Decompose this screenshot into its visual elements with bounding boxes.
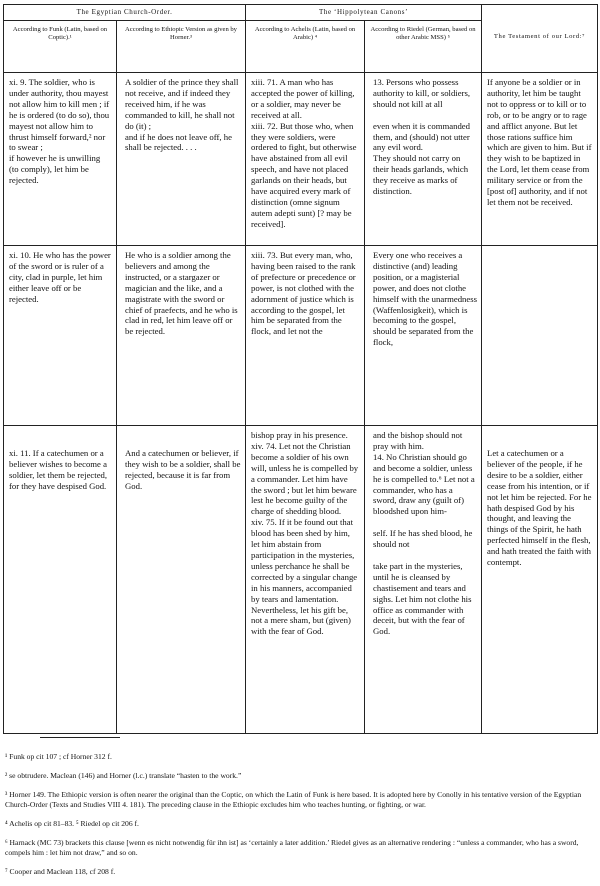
footnote: ⁴ Achelis op cit 81–83. ⁵ Riedel op cit 206 f.	[5, 818, 139, 828]
cell-testament: Let a catechumen or a believer of the people, if he desire to be a soldier, either cease from his intention, or if not let him be rejected. For he hath despised God by his thought, and leaving the things of the Spirit, he hath perfected himself in the flesh, and hath treated the faith with contempt.	[487, 448, 592, 568]
column-header-testament: The Testament of our Lord:⁷	[482, 5, 598, 73]
footnote: ¹ Funk op cit 107 ; cf Horner 312 f.	[5, 751, 112, 761]
footnote: ⁷ Cooper and Maclean 118, cf 208 f.	[5, 866, 116, 876]
column-header-achelis: According to Achelis (Latin, based on Arabic) ⁴	[246, 21, 365, 73]
cell-funk: xi. 10. He who has the power of the sword or is ruler of a city, clad in purple, let him either leave off or be rejected.	[9, 250, 111, 304]
cell-testament	[482, 246, 597, 250]
cell-achelis: xiii. 73. But every man, who, having been raised to the rank of prefecture or precedence or power, is not clothed with the adornment of justice which is according to the gospel, let him be separated from the flock, and let not the	[251, 250, 356, 337]
cell-funk: xi. 9. The soldier, who is under authority, thou mayest not allow him to kill men ; if he is ordered (to do so), thou mayest not allow him to thrust himself forward,² nor to swear ; if however he is unwilling (to comply), let him be rejected.	[9, 77, 110, 186]
comparison-table	[3, 4, 598, 734]
cell-ethiopic: And a catechumen or believer, if they wish to be a soldier, shall be rejected, because it is far from God.	[125, 448, 241, 491]
footnotes	[5, 742, 597, 886]
group-header-egyptian: The Egyptian Church-Order.	[4, 5, 246, 21]
table-row	[4, 73, 598, 246]
cell-funk: xi. 11. If a catechumen or a believer wishes to become a soldier, let them be rejected, for they have despised God.	[9, 448, 108, 491]
footnote: ⁶ Harnack (MC 73) brackets this clause [wenn es nicht notwendig für ihn ist] as ‘certainly a later addition.’ Riedel gives as an alternative rendering : “unless a commander, who has a sword, compels him : let him not draw,” and so on.	[5, 837, 579, 857]
group-header-hippolytean: The ‘Hippolytean Canons’	[246, 5, 482, 21]
cell-achelis: bishop pray in his presence. xiv. 74. Let not the Christian become a soldier of his own will, unless he is compelled by a commander. Let him have the sword ; but let him beware lest he become guilty of the charge of shedding blood. xiv. 75. If it be found out that blood has been shed by him, let him abstain from participation in the mysteries, unless perchance he shall be corrected by a singular change in his manners, accompanied by tears and lamentation. Nevertheless, let his gift be, not a mere sham, but (given) with the fear of God.	[251, 430, 359, 637]
cell-riedel: Every one who receives a distinctive (and) leading position, or a magisterial power, and does not clothe himself with the unarmedness (Waffenlosigkeit), which is becoming to the gospel, should be separated from the flock,	[373, 250, 478, 348]
group-header-row	[4, 5, 598, 21]
table-row	[4, 246, 598, 426]
column-header-funk: According to Funk (Latin, based on Coptic).¹	[4, 21, 117, 73]
cell-achelis: xiii. 71. A man who has accepted the power of killing, or a soldier, may never be received at all. xiii. 72. But those who, when they were soldiers, were ordered to fight, but otherwise have abstained from all evil speech, and have not placed garlands on their heads, but have acquired every mark of distinction (omne signum autem adepti sunt) [? may be received].	[251, 77, 357, 229]
cell-riedel: 13. Persons who possess authority to kill, or soldiers, should not kill at all even when it is commanded them, and (should) not utter any evil word. They should not carry on their heads garlands, which they receive as marks of distinction.	[373, 77, 471, 197]
cell-riedel: and the bishop should not pray with him. 14. No Christian should go and become a soldier, unless he is compelled to.⁶ Let not a commander, who has a sword, draw any (guilt of) bloodshed upon him- self. If he has shed blood, he should not take part in the mysteries, until he is cleansed by chastisement and tears and sighs. Let him not clothe his office as commander with deceit, but with the fear of God.	[373, 430, 475, 637]
table-row	[4, 426, 598, 734]
footnote-divider	[40, 737, 120, 738]
column-header-ethiopic: According to Ethiopic Version as given by Horner.³	[117, 21, 246, 73]
cell-testament: If anyone be a soldier or in authority, let him be taught not to oppress or to kill or to rob, or to be angry or to rage and afflict anyone. But let those rations suffice him which are given to him. But if they wish to be baptized in the Lord, let them cease from military service or from the [post of] authority, and if not let them not be received.	[487, 77, 592, 207]
footnote: ² se obtrudere. Maclean (146) and Horner (l.c.) translate “hasten to the work.”	[5, 770, 242, 780]
column-header-riedel: According to Riedel (German, based on other Arabic MSS) ⁵	[365, 21, 482, 73]
cell-ethiopic: He who is a soldier among the believers and among the instructed, or a stargazer or magician and the like, and a magistrate with the sword or chief of praefects, and he who is clad in red, let him leave off or be rejected.	[125, 250, 238, 337]
footnote: ³ Horner 149. The Ethiopic version is often nearer the original than the Coptic, on which the Latin of Funk is here based. It is adopted here by Conolly in his tentative version of the Egyptian Church-Order (Texts and Studies VIII 4. 181). The preceding clause in the Ethiopic excludes him who teaches hunting, or fighting, or war.	[5, 789, 582, 809]
cell-ethiopic: A soldier of the prince they shall not receive, and if indeed they received him, if he was commanded to kill, he shall not do (it) ; and if he does not leave off, he shall be rejected. . . .	[125, 77, 239, 153]
